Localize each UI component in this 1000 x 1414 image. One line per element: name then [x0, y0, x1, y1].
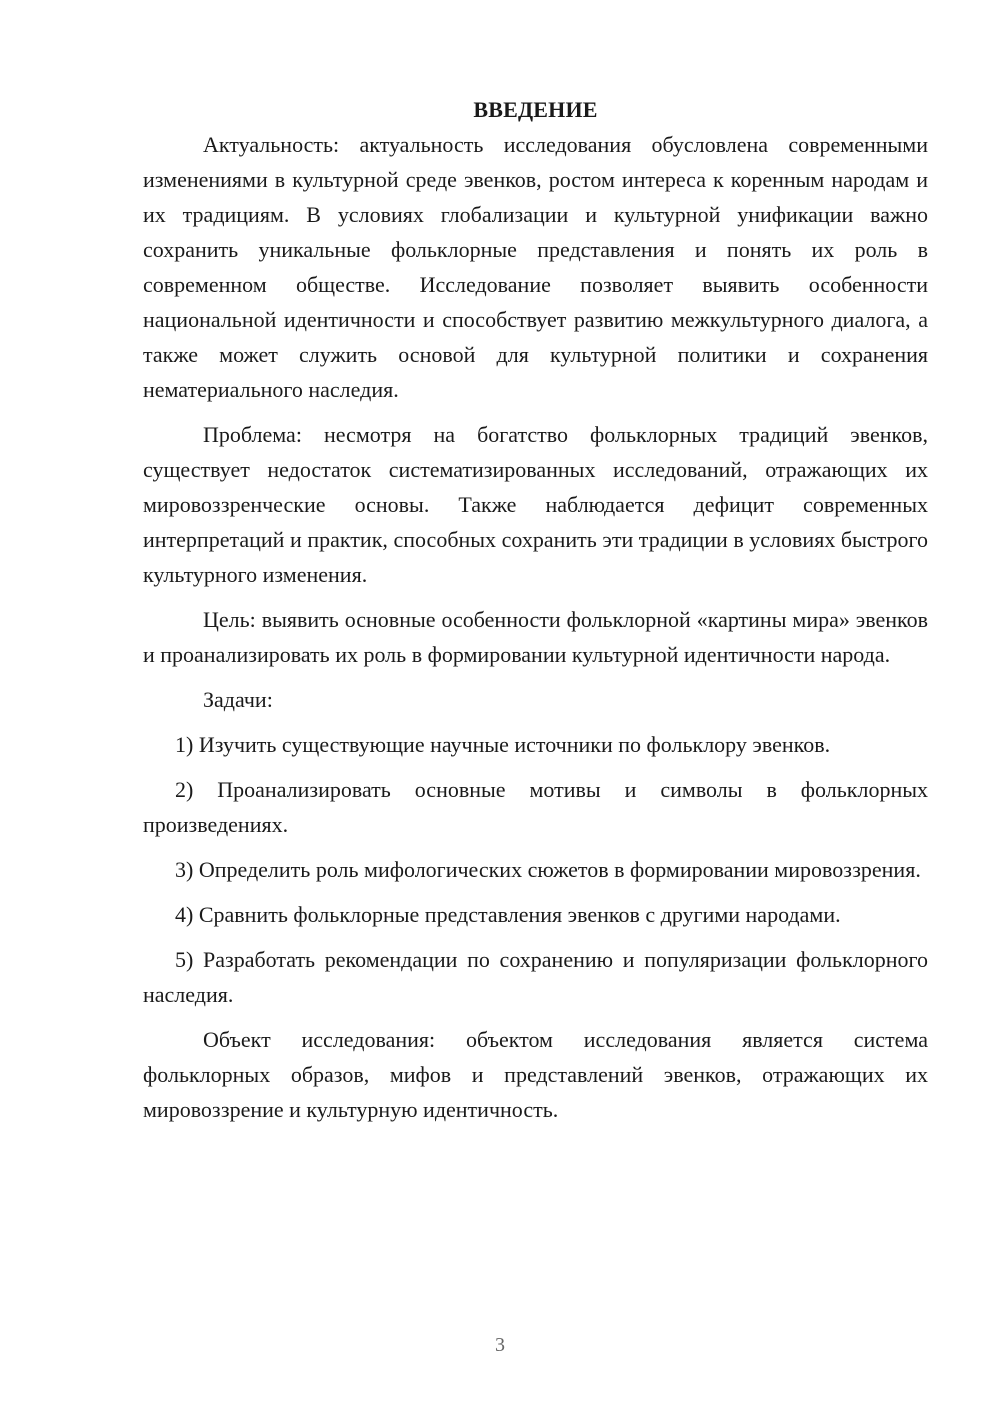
task-item-4: 4) Сравнить фольклорные представления эвенков с другими народами. [175, 902, 841, 927]
goal-paragraph: Цель: выявить основные особенности фольклорной «картины мира» эвенков и проанализировать их роль в формировании культурной идентичности народа. [143, 607, 928, 667]
document-page [143, 92, 928, 1127]
page-number: 3 [495, 1334, 505, 1356]
section-title: ВВЕДЕНИЕ [473, 97, 598, 122]
task-item-2: 2) Проанализировать основные мотивы и символы в фольклорных произведениях. [143, 777, 928, 837]
task-item-3: 3) Определить роль мифологических сюжетов в формировании мировоззрения. [175, 857, 921, 882]
relevance-paragraph: Актуальность: актуальность исследования обусловлена современными изменениями в культурной среде эвенков, ростом интереса к коренным народам и их традициям. В условиях глобализации и культурной унификации важно сохранить уникальные фольклорные представления и понять их роль в современном обществе. Исследование позволяет выявить особенности национальной идентичности и способствует развитию межкультурного диалога, а также может служить основой для культурной политики и сохранения нематериального наследия. [143, 132, 928, 402]
object-paragraph: Объект исследования: объектом исследования является система фольклорных образов, мифов и представлений эвенков, отражающих их мировоззрение и культурную идентичность. [143, 1027, 928, 1122]
task-item-1: 1) Изучить существующие научные источники по фольклору эвенков. [175, 732, 831, 757]
tasks-heading: Задачи: [203, 687, 273, 712]
problem-paragraph: Проблема: несмотря на богатство фольклорных традиций эвенков, существует недостаток систематизированных исследований, отражающих их мировоззренческие основы. Также наблюдается дефицит современных интерпретаций и практик, способных сохранить эти традиции в условиях быстрого культурного изменения. [143, 422, 928, 587]
task-item-5: 5) Разработать рекомендации по сохранению и популяризации фольклорного наследия. [143, 947, 928, 1007]
